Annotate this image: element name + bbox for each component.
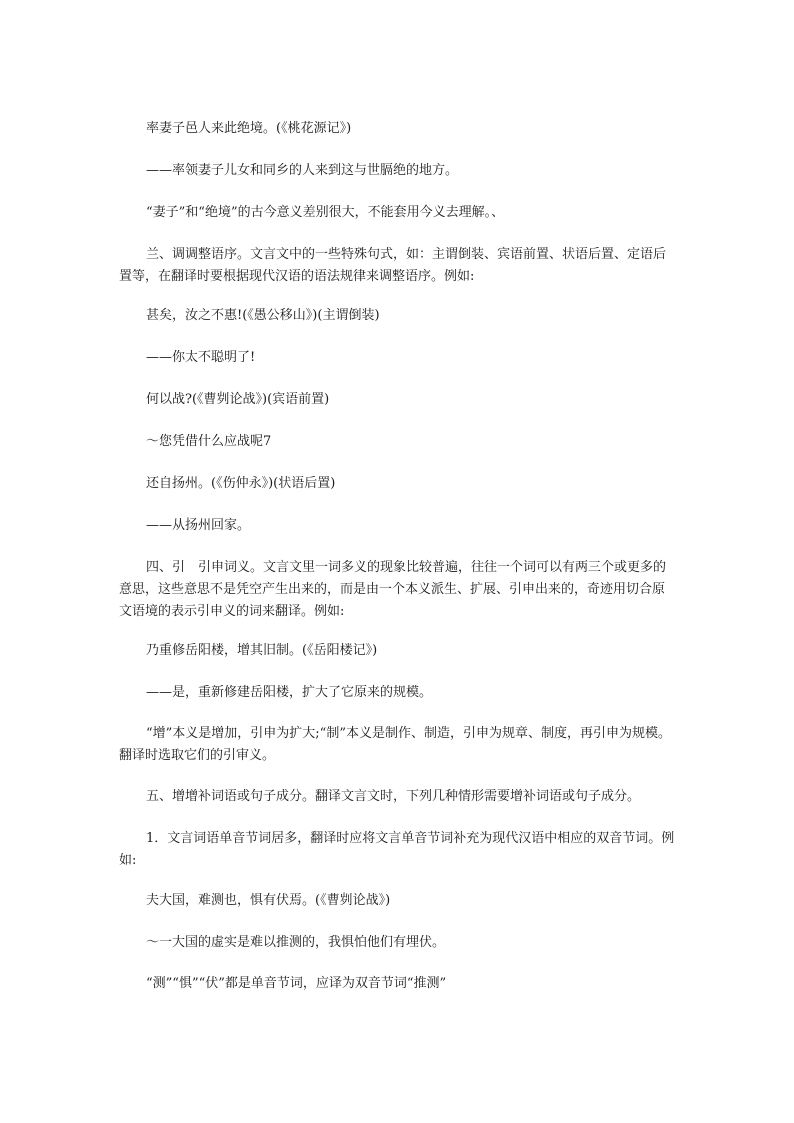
paragraph: 1．文言词语单音节词居多，翻译时应将文言单音节词补充为现代汉语中相应的双音节词。例如: — [119, 831, 675, 868]
paragraph: 还自扬州。(《伤仲永》)(状语后置) — [146, 476, 336, 491]
paragraph: ——是，重新修建岳阳楼，扩大了它原来的规模。 — [146, 685, 433, 700]
paragraph: ——你太不聪明了! — [146, 350, 256, 365]
paragraph: “增”本义是增加，引申为扩大;“制”本义是制作、制造，引申为规章、制度，再引申为规模。翻译时选取它们的引审义。 — [119, 726, 671, 763]
paragraph: 率妻子邑人来此绝境。(《桃花源记》) — [146, 121, 352, 136]
paragraph: ——率领妻子儿女和同乡的人来到这与世膈绝的地方。 — [146, 163, 459, 178]
paragraph: 五、增增补词语或句子成分。翻译文言文时，下列几种情形需要增补词语或句子成分。 — [146, 789, 641, 804]
paragraph: 兰、调调整语序。文言文中的一些特殊句式，如：主谓倒装、宾语前置、状语后置、定语后置等，在翻译时要根据现代汉语的语法规律来调整语序。例如: — [119, 247, 667, 284]
paragraph: 四、引 引申词义。文言文里一词多义的现象比较普遍，往往一个词可以有两三个或更多的意思，这些意思不是凭空产生出来的，而是由一个本义派生、扩展、引申出来的，奇迹用切合原文语境的表示引申义的词来翻译。例如: — [119, 560, 667, 619]
paragraph: 甚矣，汝之不惠!(《愚公移山》)(主谓倒装) — [146, 308, 380, 323]
paragraph: 何以战?(《曹刿论战》)(宾语前置) — [146, 392, 330, 407]
paragraph: “妻子”和“绝境”的古今意义差别很大，不能套用今义去理解。、 — [146, 205, 505, 220]
paragraph: 乃重修岳阳楼，增其旧制。(《岳阳楼记》) — [146, 643, 378, 658]
paragraph: ——从扬州回家。 — [146, 518, 251, 533]
paragraph: 夫大国，难测也，惧有伏焉。(《曹刿论战》) — [146, 893, 391, 908]
paragraph: ～一大国的虚实是难以推测的，我惧怕他们有埋伏。 — [146, 935, 446, 950]
paragraph: “测”“惧”“伏”都是单音节词，应译为双音节词“推测” — [146, 976, 447, 991]
paragraph: ～您凭借什么应战呢7 — [146, 434, 272, 449]
